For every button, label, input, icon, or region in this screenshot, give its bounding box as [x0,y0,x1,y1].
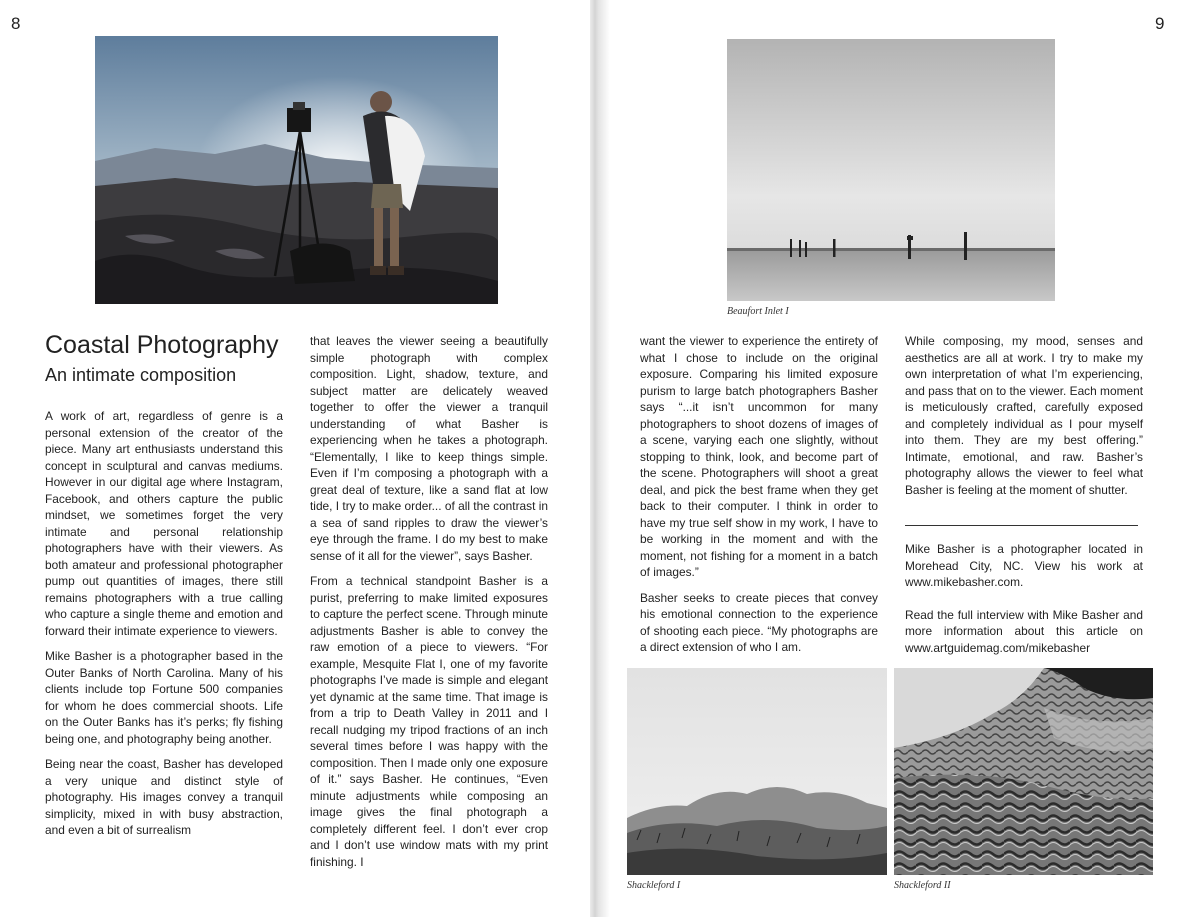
paragraph: want the viewer to experience the entirety of what I chose to include on the original exposure. Comparing his limited exposure purism to large batch photographers Basher says “...it isn’t uncommon for many photographers to shoot dozens of images of a scene, varying each one slightly, without stopping to think, look, and become part of the scene. Photographers will shoot a great deal, and pick the best frame when they get back to their computer. I think in order to have my true self show in my work, I have to be working in the moment and with the moment, not fishing for a moment in a batch of images.” [640,334,878,579]
shackleford-2-photo [894,668,1153,875]
article-title: Coastal Photography [45,331,279,359]
paragraph: From a technical standpoint Basher is a purist, preferring to make limited exposures to capture the perfect scene. Through minute adjustments Basher is able to convey the raw emotion of a piece to viewers. “For example, Mesquite Flat I, one of my favorite photographs I’ve made is simple and elegant yet dynamic at the same time. That image is from a trip to Death Valley in 2011 and I recall nudging my tripod fractions of an inch several times before I was happy with the composition. Then I made only one exposure of it.” says Basher. He continues, “Even minute adjustments while composing an image gives the final photograph a completely different feel. I don’t ever crop and I don’t use window mats with my print finishing. I [310,574,548,869]
paragraph: that leaves the viewer seeing a beautifully simple photograph with complex composition. Light, shadow, texture, and subject matter are delicately weaved together to offer the viewer a tranquil understanding of what Basher is experiencing when he takes a photograph. “Elementally, I like to keep things simple. Even if I’m composing a photograph with a great deal of texture, like a sand flat at low tide, I try to make order... of all the contrast in a sea of sand ripples to draw the viewer’s eye through the frame. I do my best to make sense of it all for the viewer”, says Basher. [310,334,548,563]
shackleford-1-photo [627,668,887,875]
paragraph: Mike Basher is a photographer based in the Outer Banks of North Carolina. Many of his clients include top Fortune 500 companies for whom he does commercial shoots. Life on the Outer Banks has it’s perks; fly fishing being one, and photography being another. [45,649,283,746]
caption-beaufort-inlet: Beaufort Inlet I [727,306,789,317]
right-page [597,0,1187,917]
right-column-1 [640,333,878,665]
beaufort-inlet-photo [727,39,1055,301]
bio-paragraph: Read the full interview with Mike Basher and more information about this article on www.artguidemag.com/mikebasher [905,607,1143,655]
left-page [0,0,590,917]
page-number-left: 8 [11,14,21,33]
article-subtitle: An intimate composition [45,365,237,385]
page-number-right: 9 [1155,14,1165,33]
left-column-1 [45,408,283,848]
caption-shackleford-1: Shackleford I [627,880,681,891]
caption-shackleford-2: Shackleford II [894,880,951,891]
bio-block [905,541,1143,665]
paragraph: Basher seeks to create pieces that convey his emotional connection to the experience of shooting each piece. “My photographs are a direct extension of who I am. [640,590,878,654]
photographer-photo [95,36,498,304]
left-column-2 [310,333,548,879]
bio-paragraph: Mike Basher is a photographer located in Morehead City, NC. View his work at www.mikebasher.com. [905,542,1143,589]
right-column-2 [905,333,1143,507]
section-divider [905,525,1138,526]
paragraph: A work of art, regardless of genre is a personal extension of the creator of the piece. Many art enthusiasts understand this concept in sculptural and canvas mediums. However in our digital age where Instagram, Facebook, and others capture the public mindset, we sometimes forget the very intimate and personal relationship photographers have with their viewers. As both amateur and professional photographer pump out quantities of images, there still remains photographers with a true calling who capture a single theme and emotion and forward their intimate experience to viewers. [45,409,283,638]
paragraph: Being near the coast, Basher has developed a very unique and distinct style of photography. His images convey a tranquil simplicity, mixed in with busy abstraction, and even a bit of surrealism [45,757,283,837]
paragraph: While composing, my mood, senses and aesthetics are all at work. I try to make my own interpretation of what I’m experiencing, and pass that on to the viewer. Each moment is meticulously crafted, carefully exposed and completely individual as I pour myself into them. They are my best offering.” Intimate, emotional, and raw. Basher’s photography allows the viewer to feel what Basher is feeling at the moment of shutter. [905,334,1143,497]
